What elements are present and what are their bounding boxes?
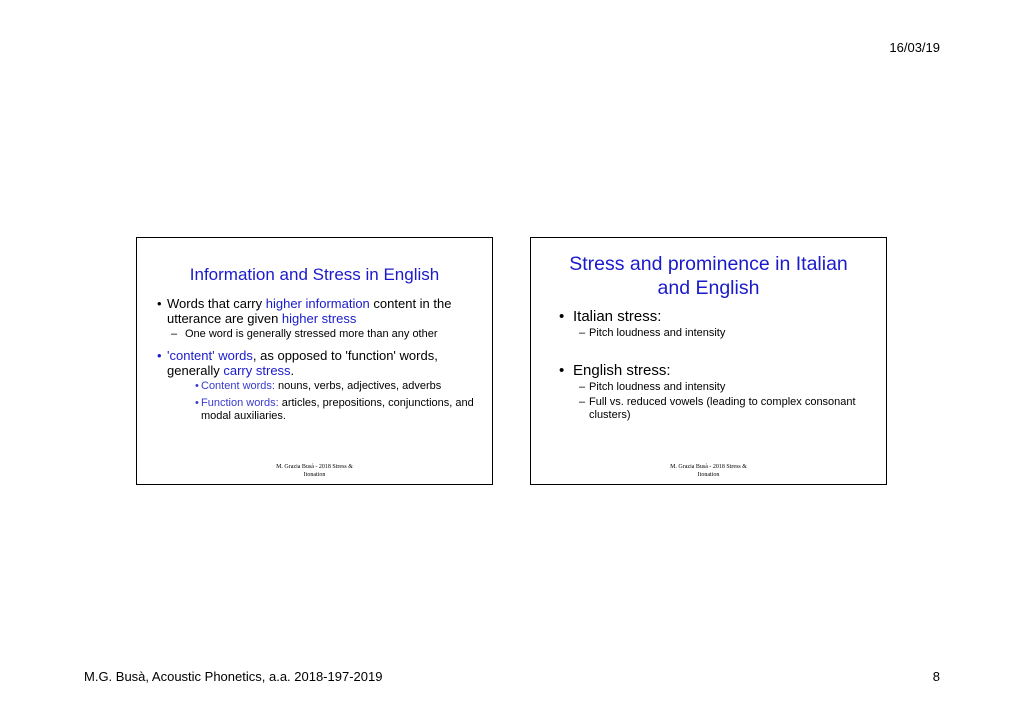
bullet-item	[157, 296, 482, 326]
sub-bullet-item	[157, 380, 482, 394]
sub-bullet-item	[559, 327, 876, 340]
bullet-item	[559, 308, 876, 325]
sub-bullet-item	[157, 397, 482, 424]
dash-icon: –	[579, 327, 586, 339]
bullet-icon: •	[195, 380, 199, 392]
sub-bullet-item	[559, 381, 876, 394]
dash-icon: –	[171, 328, 178, 340]
highlight-text: higher information	[265, 296, 370, 311]
slide-thumbnail-2[interactable]	[530, 237, 887, 485]
bullet-icon: •	[157, 296, 162, 311]
bullet-icon: •	[195, 396, 199, 409]
slide-title-line: Stress and prominence in Italian	[569, 253, 848, 275]
slide-footer-line: Itonation	[697, 472, 720, 478]
bullet-text: Words that carry	[167, 296, 266, 311]
slide-footer	[137, 463, 492, 479]
dash-icon: –	[579, 381, 586, 393]
slide-footer-line: M. Grazia Busà - 2018 Stress &	[670, 464, 747, 470]
slide-footer-line: M. Grazia Busà - 2018 Stress &	[276, 464, 353, 470]
highlight-text: higher stress	[281, 311, 357, 326]
slide-footer	[531, 463, 886, 479]
sub-bullet-label: Content words:	[201, 380, 275, 392]
sub-bullet-text: articles, prepositions, conjunctions, and modal auxiliaries.	[201, 396, 474, 422]
bullet-text: content in the utterance are given	[167, 296, 452, 326]
highlight-text: 'content' words	[167, 348, 253, 363]
bullet-icon: •	[157, 348, 162, 363]
slide-footer-line: Itonation	[303, 472, 326, 478]
dash-icon: –	[579, 396, 586, 408]
bullet-item	[157, 348, 482, 378]
sub-bullet-item	[157, 328, 482, 341]
bullet-icon: •	[559, 362, 565, 379]
bullet-item	[559, 362, 876, 379]
bullet-icon: •	[559, 308, 565, 325]
page-date: 16/03/19	[889, 40, 940, 55]
sub-bullet-item	[559, 396, 876, 422]
slide-body	[559, 308, 876, 424]
sub-bullet-text: Pitch loudness and intensity	[589, 381, 726, 393]
sub-bullet-text: nouns, verbs, adjectives, adverbs	[274, 380, 442, 392]
slide-title: Information and Stress in English	[189, 265, 440, 284]
bullet-text: English stress:	[573, 362, 671, 379]
highlight-text: carry stress	[223, 363, 291, 378]
page-number: 8	[932, 669, 940, 684]
sub-bullet-text: Pitch loudness and intensity	[589, 327, 726, 339]
slide-title	[531, 252, 886, 300]
sub-bullet-label: Function words:	[201, 396, 279, 409]
sub-bullet-text: Full vs. reduced vowels (leading to complex consonant clusters)	[589, 396, 856, 421]
bullet-text: Italian stress:	[573, 308, 662, 325]
page-footer: M.G. Busà, Acoustic Phonetics, a.a. 2018-197-2019	[84, 669, 383, 684]
slide-thumbnail-1[interactable]	[136, 237, 493, 485]
sub-bullet-text: One word is generally stressed more than any other	[185, 328, 438, 340]
bullet-text: .	[290, 363, 295, 378]
slide-title-line: and English	[657, 277, 760, 299]
slide-body	[157, 296, 482, 427]
bullet-text: , as opposed to 'function' words, generally	[167, 348, 438, 378]
